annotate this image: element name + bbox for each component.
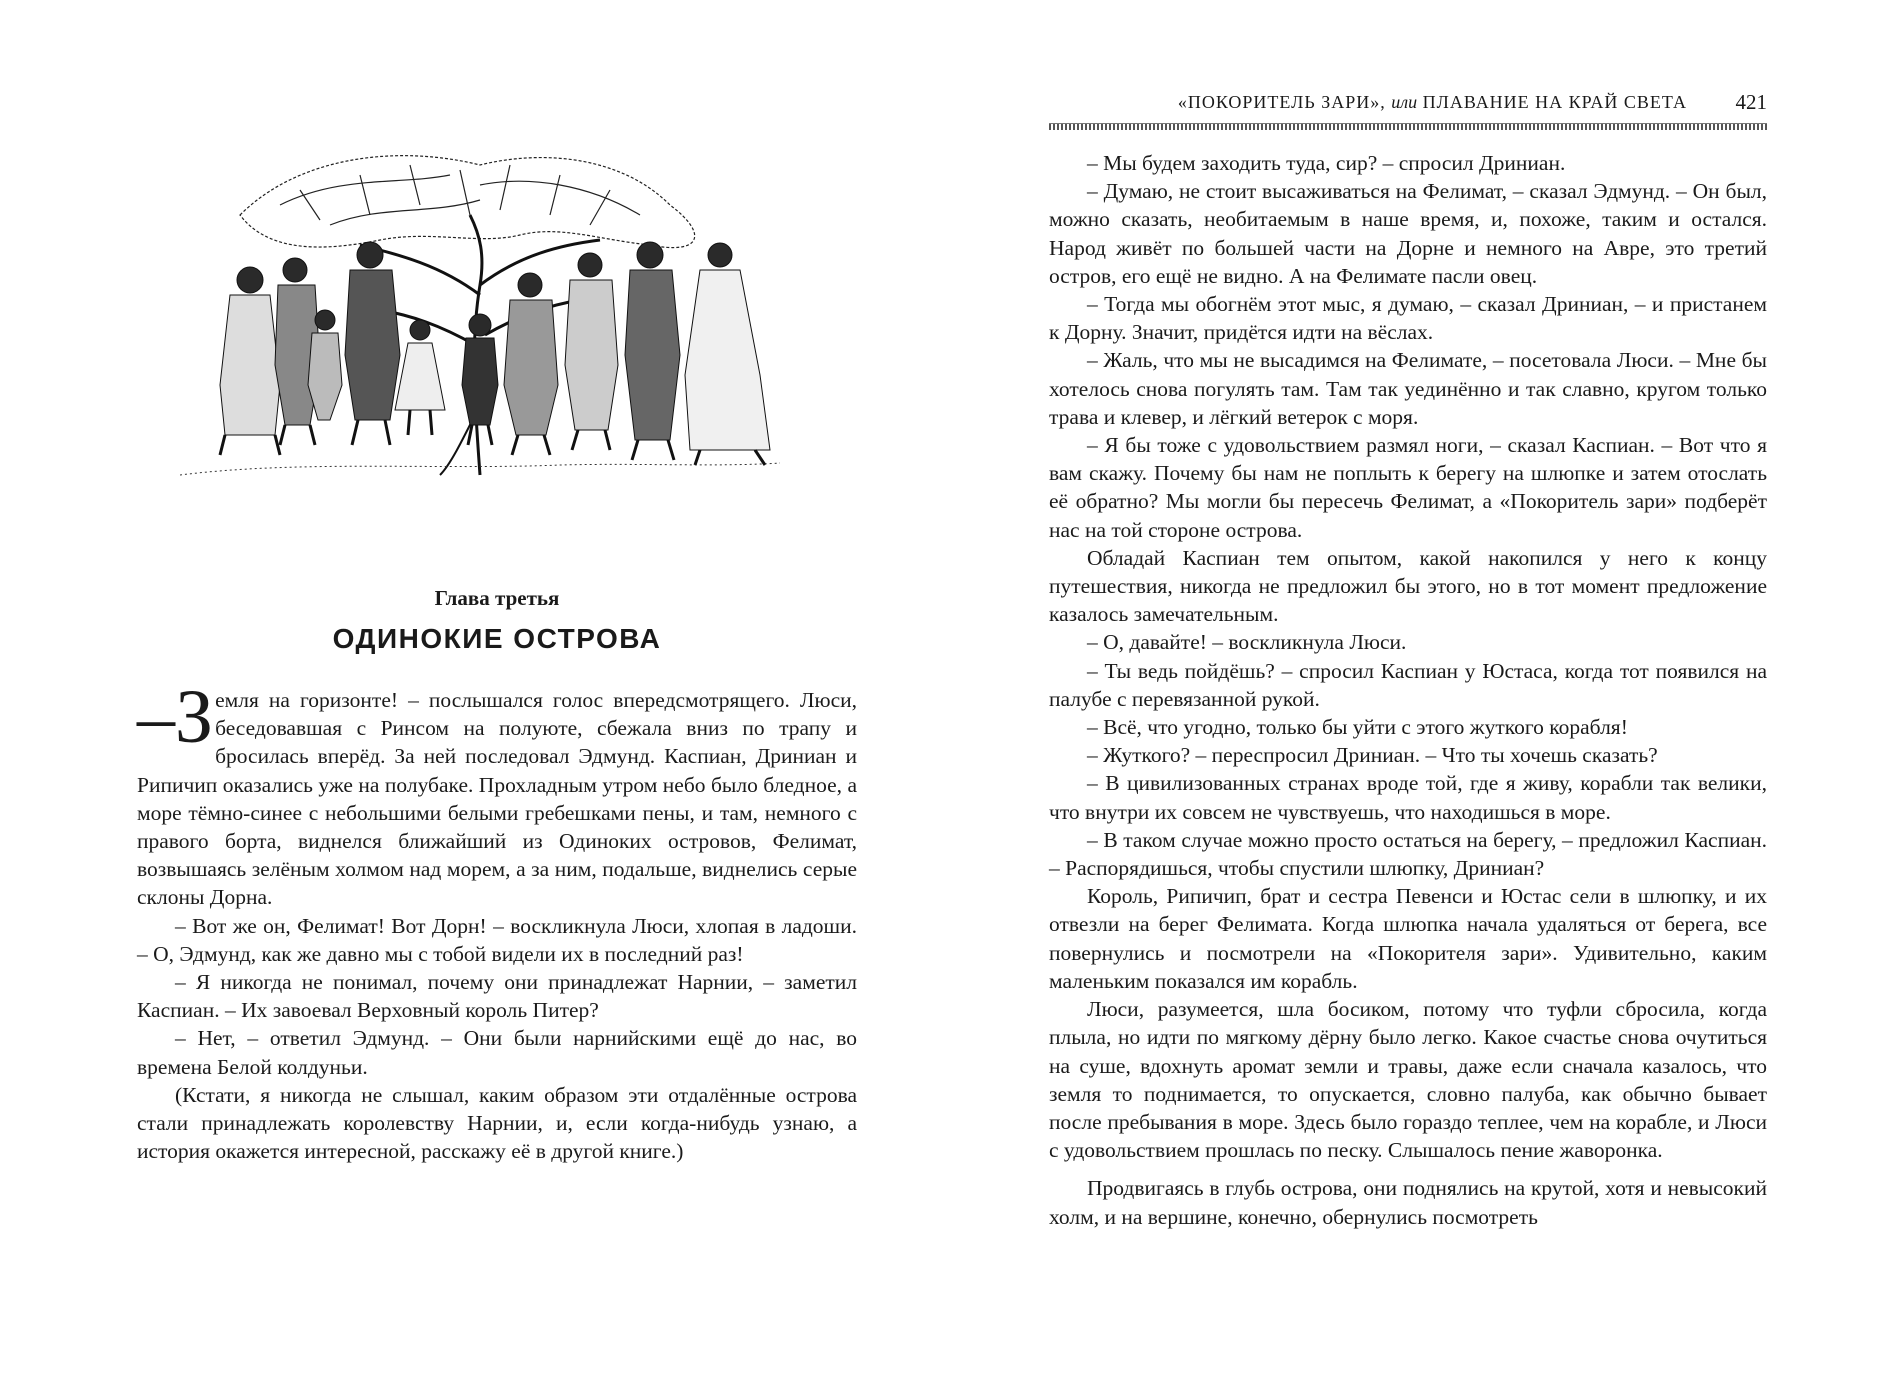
paragraph: Люси, разумеется, шла босиком, потому что туфли сбросила, когда плыла, но идти по мягкому дёрну было легко. Какое счастье снова очутиться на суше, вдохнуть аромат земли и травы, даже если сначала казалось, что земля то поднимается, то опускается, словно палуба, как обычно бывает после пребывания в море. Здесь было гораздо теплее, чем на корабле, и Люси с удовольствием прошлась по песку. Слышалось пение жаворонка. xyxy=(1049,997,1767,1163)
chapter-title: ОДИНОКИЕ ОСТРОВА xyxy=(332,623,662,654)
paragraph: – Нет, – ответил Эдмунд. – Они были нарнийскими ещё до нас, во времена Белой колдуньи. xyxy=(137,1026,857,1079)
paragraph: – Жуткого? – переспросил Дриниан. – Что ты хочешь сказать? xyxy=(1087,743,1658,768)
paragraph: – Мы будем заходить туда, сир? – спросил Дриниан. xyxy=(1087,151,1566,175)
paragraph: – Жаль, что мы не высадимся на Фелимате, – посетовала Люси. – Мне бы хотелось снова погулять там. Там так уединённо и так славно, кругом только трава и клевер, и лёгкий ветерок с моря. xyxy=(1049,348,1767,429)
first-paragraph-text: емля на горизонте! – послышался голос впередсмотрящего. Люси, беседовавшая с Ринсом на полуюте, сбежала вниз по трапу и бросилась вперёд. За ней последовал Эдмунд. Каспиан, Дриниан и Рипичип оказались уже на полубаке. Прохладным утром небо было бледное, а море тёмно-синее с небольшими белыми гребешками пены, и там, немного с правого борта, виднелся ближайший из Одиноких островов, Фелимат, возвышаясь зелёным холмом над морем, а за ним, подальше, виднелись серые склоны Дорна. xyxy=(137,688,857,910)
paragraph: – Я бы тоже с удовольствием размял ноги, – сказал Каспиан. – Вот что я вам скажу. Почему бы нам не поплыть к берегу на шлюпке и затем отослать её обратно? Мы могли бы пересечь Фелимат, а «Покоритель зари» подберёт нас на той стороне острова. xyxy=(1049,433,1767,542)
title-connector: или xyxy=(1391,92,1418,112)
right-page-text xyxy=(1049,149,1767,1231)
header-rule xyxy=(1049,123,1767,130)
paragraph: – В цивилизованных странах вроде той, где я живу, корабли так велики, что внутри их совсем не чувствуешь, что находишься в море. xyxy=(1049,771,1767,824)
book-subtitle: ПЛАВАНИЕ НА КРАЙ СВЕТА xyxy=(1422,92,1687,112)
paragraph: – Я никогда не понимал, почему они принадлежат Нарнии, – заметил Каспиан. – Их завоевал Верховный король Питер? xyxy=(137,970,857,1023)
first-paragraph xyxy=(137,675,857,912)
drop-cap: –З xyxy=(137,675,214,759)
chapter-label: Глава третья xyxy=(434,586,560,610)
page-number: 421 xyxy=(1735,90,1767,114)
paragraph: Король, Рипичип, брат и сестра Певенси и Юстас сели в шлюпку, и их отвезли на берег Фелимата. Когда шлюпка начала удаляться от берега, все повернулись и посмотрели на «Покорителя зари». Удивительно, каким маленьким показался им корабль. xyxy=(1049,884,1767,993)
chapter-illustration xyxy=(180,145,820,545)
paragraph: – Думаю, не стоит высаживаться на Фелимат, – сказал Эдмунд. – Он был, можно сказать, необитаемым в наше время, и, похоже, таким и остался. Народ живёт по большей части на Дорне и немного на Авре, это третий остров, его ещё не видно. А на Фелимате пасли овец. xyxy=(1049,179,1767,288)
paragraph: – Всё, что угодно, только бы уйти с этого жуткого корабля! xyxy=(1087,715,1628,740)
paragraph: – Тогда мы обогнём этот мыс, я думаю, – сказал Дриниан, – и пристанем к Дорну. Значит, придётся идти на вёслах. xyxy=(1049,292,1767,345)
paragraph: – В таком случае можно просто остаться на берегу, – предложил Каспиан. – Распорядишься, чтобы спустили шлюпку, Дриниан? xyxy=(1049,827,1767,881)
paragraph: (Кстати, я никогда не слышал, каким образом эти отдалённые острова стали принадлежать королевству Нарнии, и, если когда-нибудь узнаю, а история окажется интересной, расскажу её в другой книге.) xyxy=(137,1082,857,1164)
paragraph: – Ты ведь пойдёшь? – спросил Каспиан у Юстаса, когда тот появился на палубе с перевязанной рукой. xyxy=(1049,658,1767,711)
running-header-title xyxy=(1178,92,1687,113)
paragraph: – О, давайте! – воскликнула Люси. xyxy=(1087,630,1407,655)
running-header xyxy=(1049,92,1767,122)
left-page-text xyxy=(137,675,857,1165)
paragraph: – Вот же он, Фелимат! Вот Дорн! – воскликнула Люси, хлопая в ладоши. – О, Эдмунд, как же давно мы с тобой видели их в последний раз! xyxy=(137,913,857,966)
paragraph: Продвигаясь в глубь острова, они поднялись на крутой, хотя и невысокий холм, и на вершине, конечно, обернулись посмотреть xyxy=(1049,1176,1767,1229)
book-title: «ПОКОРИТЕЛЬ ЗАРИ», xyxy=(1177,92,1386,112)
paragraph: Обладай Каспиан тем опытом, какой накопился у него к концу путешествия, никогда не предложил бы этого, но в тот момент предложение казалось замечательным. xyxy=(1049,545,1767,627)
